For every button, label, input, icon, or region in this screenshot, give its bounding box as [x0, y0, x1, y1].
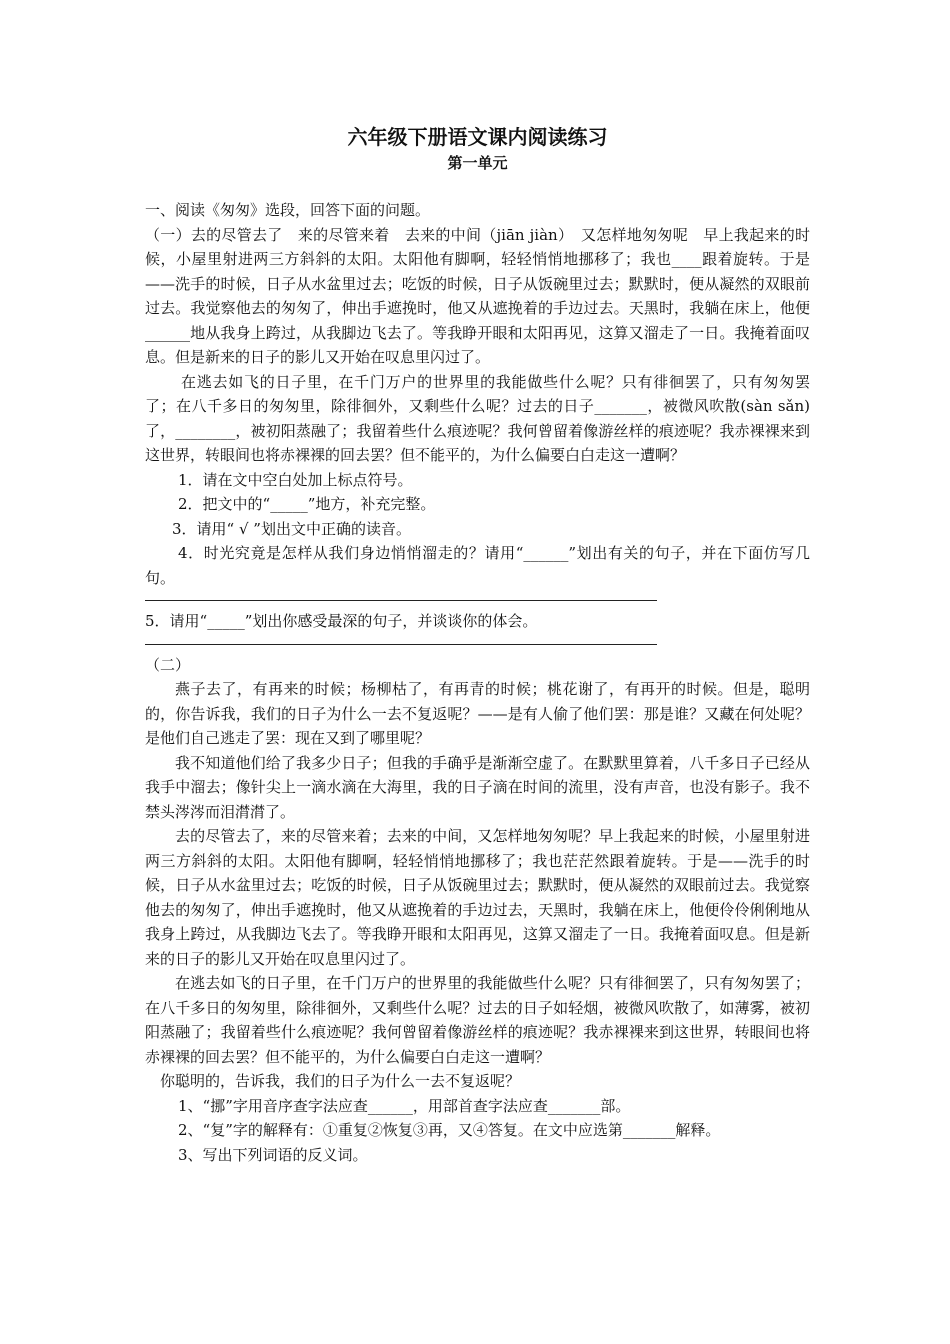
doc-subtitle: 第一单元 — [447, 154, 508, 172]
section-one-heading: 一、阅读《匆匆》选段，回答下面的问题。 — [145, 201, 431, 219]
passage-two-paragraph-3: 去的尽管去了，来的尽管来着；去来的中间，又怎样地匆匆呢？早上我起来的时候，小屋里射进两三方斜斜的太阳。太阳他有脚啊，轻轻悄悄地挪移了；我也茫茫然跟着旋转。于是——洗手的时候，日子从水盆里过去；吃饭的时候，日子从饭碗里过去；默默时，便从凝然的双眼前过去。我觉察他去的匆匆了，伸出手遮挽时，他又从遮挽着的手边过去，天黑时，我躺在床上，他便伶伶俐俐地从我身上跨过，从我脚边飞去了。等我睁开眼和太阳再见，这算又溜走了一日。我掩着面叹息。但是新来的日子的影儿又开始在叹息里闪过了。 — [145, 827, 810, 968]
passage-one-paragraph-1: （一）去的尽管去了 来的尽管来着 去来的中间（jiān jiàn） 又怎样地匆匆呢 早上我起来的时候，小屋里射进两三方斜斜的太阳。太阳他有脚啊，轻轻悄悄地挪移了；我也____跟着旋转。于是——洗手的时候，日子从水盆里过去；吃饭的时候，日子从饭碗里过去；默默时，便从凝然的双眼前过去。我觉察他去的匆匆了，伸出手遮挽时，他又从遮挽着的手边过去。天黑时，我躺在床上，他便______地从我身上跨过，从我脚边飞去了。等我睁开眼和太阳再见，这算又溜走了一日。我掩着面叹息。但是新来的日子的影儿又开始在叹息里闪过了。 — [145, 225, 810, 366]
passage-two-paragraph-5: 你聪明的，告诉我，我们的日子为什么一去不复返呢？ — [160, 1072, 521, 1090]
question-1-1: 1．请在文中空白处加上标点符号。 — [178, 470, 413, 489]
question-2-2: 2、“复”字的解释有：①重复②恢复③再，又④答复。在文中应选第_______解释。 — [178, 1121, 721, 1139]
passage-one-paragraph-2: 在逃去如飞的日子里，在千门万户的世界里的我能做些什么呢？只有徘徊罢了，只有匆匆罢了；在八千多日的匆匆里，除徘徊外，又剩些什么呢？过去的日子_______，被微风吹散(sàn sǎn)了，________，被初阳蒸融了；我留着些什么痕迹呢？我何曾留着像游丝样的痕迹呢？我赤裸裸来到这世界，转眼间也将赤裸裸的回去罢？但不能平的，为什么偏要白白走这一遭啊？ — [145, 372, 810, 464]
question-2-3: 3、写出下列词语的反义词。 — [178, 1145, 368, 1164]
worksheet-page — [145, 122, 810, 1167]
doc-title: 六年级下册语文课内阅读练习 — [347, 125, 608, 149]
passage-two-paragraph-4: 在逃去如飞的日子里，在千门万户的世界里的我能做些什么呢？只有徘徊罢了，只有匆匆罢了；在八千多日的匆匆里，除徘徊外，又剩些什么呢？过去的日子如轻烟，被微风吹散了，如薄雾，被初阳蒸融了；我留着些什么痕迹呢？我何曾留着像游丝样的痕迹呢？我赤裸裸来到这世界，转眼间也将赤裸裸的回去罢？但不能平的，为什么偏要白白走这一遭啊？ — [145, 974, 810, 1066]
answer-line-2[interactable] — [145, 634, 657, 645]
question-2-1: 1、“挪”字用音序查字法应查______，用部首查字法应查_______部。 — [178, 1096, 631, 1115]
question-1-5: 5．请用“_____”划出你感受最深的句子，并谈谈你的体会。 — [145, 612, 538, 630]
passage-two-paragraph-2: 我不知道他们给了我多少日子；但我的手确乎是渐渐空虚了。在默默里算着，八千多日子已经从我手中溜去；像针尖上一滴水滴在大海里，我的日子滴在时间的流里，没有声音，也没有影子。我不禁头涔涔而泪潸潸了。 — [145, 753, 810, 821]
question-1-3: 3．请用“ √ ”划出文中正确的读音。 — [172, 519, 411, 538]
question-1-2: 2．把文中的“_____”地方，补充完整。 — [178, 495, 436, 513]
section-two — [145, 653, 810, 1168]
section-one — [145, 198, 810, 645]
passage-two-paragraph-1: 燕子去了，有再来的时候；杨柳枯了，有再青的时候；桃花谢了，有再开的时候。但是，聪明的，你告诉我，我们的日子为什么一去不复返呢？——是有人偷了他们罢：那是谁？又藏在何处呢？是他们自己逃走了罢：现在又到了哪里呢？ — [145, 680, 810, 747]
answer-line-1[interactable] — [145, 590, 657, 601]
question-1-4: 4．时光究竟是怎样从我们身边悄悄溜走的？请用“______”划出有关的句子，并在下面仿写几句。 — [145, 544, 810, 587]
section-two-heading: （二） — [145, 655, 191, 674]
